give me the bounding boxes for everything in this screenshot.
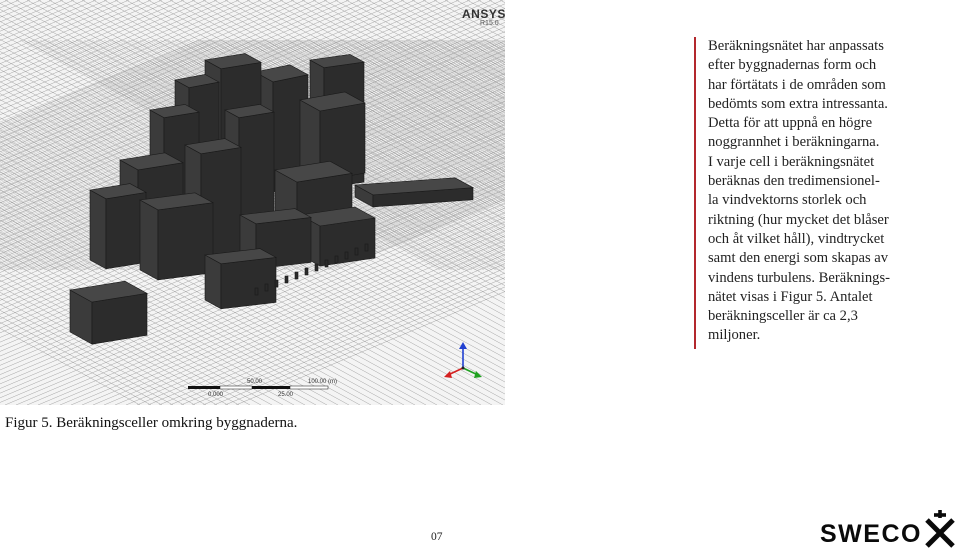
body-line: riktning (hur mycket det blåser	[708, 211, 889, 228]
body-line: efter byggnadernas form och	[708, 57, 877, 74]
body-line: bedömts som extra intressanta.	[708, 95, 888, 112]
page-number: 07	[431, 531, 443, 543]
scale-label-0: 0.000	[208, 392, 224, 398]
body-line: la vindvektorns storlek och	[708, 192, 867, 209]
body-line: och åt vilket håll), vindtrycket	[708, 230, 885, 247]
sweco-logo	[817, 508, 960, 549]
body-line: vindens turbulens. Beräknings-	[708, 269, 890, 286]
mesh-figure	[0, 0, 505, 405]
scale-label-1: 50.00	[247, 379, 263, 385]
body-line: noggrannhet i beräkningarna.	[708, 134, 880, 151]
ansys-version: R15.0	[480, 20, 499, 27]
body-line: Detta för att uppnå en högre	[708, 115, 873, 132]
body-line: beräknas den tredimensionel-	[708, 173, 880, 190]
body-line: beräkningsceller är ca 2,3	[708, 308, 858, 325]
scale-label-2: 100.00 (m)	[308, 379, 338, 385]
body-line: miljoner.	[708, 327, 761, 344]
mesh-render	[0, 0, 505, 405]
scale-label-3: 25.00	[278, 392, 294, 398]
figure-caption: Figur 5. Beräkningsceller omkring byggnaderna.	[5, 415, 298, 431]
sweco-symbol-icon	[923, 509, 957, 549]
body-line: samt den energi som skapas av	[708, 250, 889, 267]
body-line: Beräkningsnätet har anpassats	[708, 38, 884, 54]
sweco-wordmark: SWECO	[820, 520, 922, 548]
body-text-column	[694, 37, 926, 349]
body-line: har förtätats i de områden som	[708, 76, 886, 93]
body-line: I varje cell i beräkningsnätet	[708, 153, 875, 170]
ansys-logo: ANSYS	[462, 7, 506, 21]
scale-bar	[188, 386, 328, 389]
body-line: nätet visas i Figur 5. Antalet	[708, 288, 873, 305]
